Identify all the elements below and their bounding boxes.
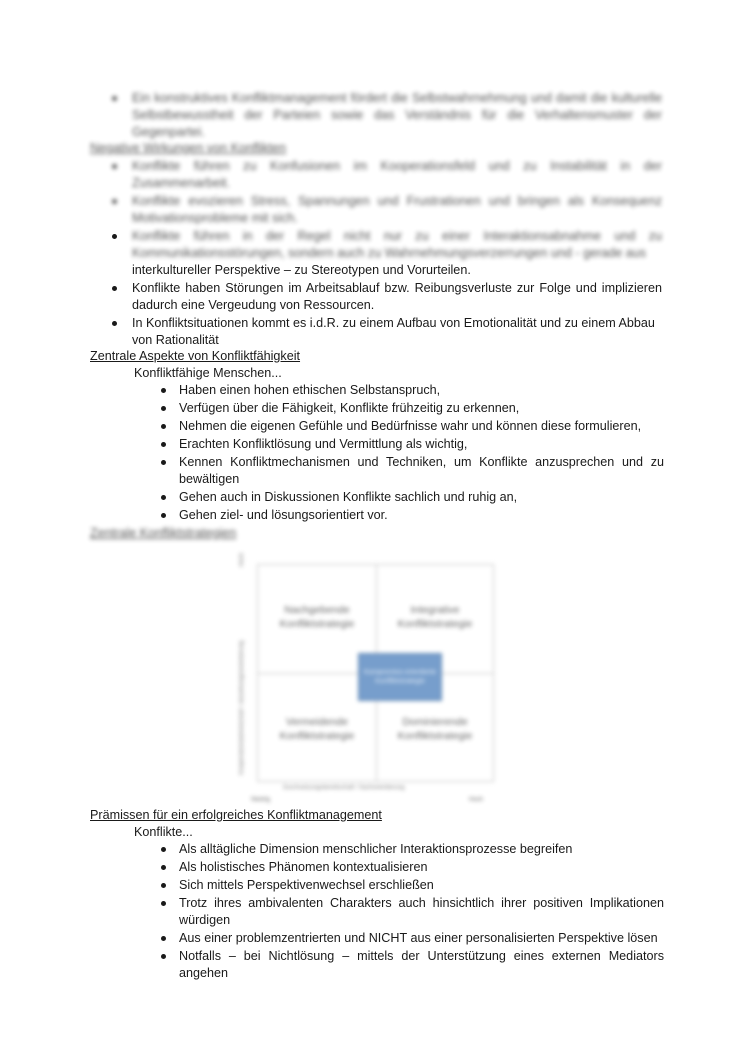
list-item: Ein konstruktives Konfliktmanagement fördert die Selbstwahrnehmung und damit die kulturelle Selbstbewusstheit der Parteien sowie das Verständnis für die Verhaltensmuster der Gegenpartei. (90, 90, 662, 141)
x-axis-high-label: Hoch (469, 797, 484, 803)
section-intro: Konfliktfähige Menschen... (134, 366, 282, 380)
top-bullet-list (90, 90, 662, 142)
y-axis-high-label: Hoch (239, 552, 245, 567)
section-heading-strategien: Zentrale Konfliktstrategien (90, 526, 237, 540)
section-intro: Konflikte... (134, 825, 193, 839)
list-item: Notfalls – bei Nichtlösung – mittels der Unterstützung eines externen Mediators angehen (134, 948, 664, 982)
list-item: Erachten Konfliktlösung und Vermittlung als wichtig, (134, 436, 664, 453)
quadrant-bottom-right: Dominierende Konfliktstrategie (397, 716, 473, 742)
matrix-grid (257, 564, 494, 782)
list-item-continuation: interkultureller Perspektive – zu Stereotypen und Vorurteilen. (132, 263, 471, 277)
quadrant-top-left: Nachgebende Konfliktstrategie (279, 604, 355, 630)
matrix-center-box: Kompromiss-orientierte Konfliktstrategie (358, 653, 442, 701)
list-item: Aus einer problemzentrierten und NICHT aus einer personalisierten Perspektive lösen (134, 930, 664, 947)
list-item: Kennen Konfliktmechanismen und Techniken, um Konflikte anzusprechen und zu bewältigen (134, 454, 664, 488)
list-item: Gehen ziel- und lösungsorientiert vor. (134, 507, 664, 524)
list-item-blurred-part: Konflikte führen in der Regel nicht nur zu einer Interaktionsabnahme und zu Kommunikationsstörungen, sondern auch zu Wahrnehmungsverzerrungen und - gerade aus (132, 229, 662, 260)
x-axis-low-label: Niedrig (251, 797, 271, 803)
list-item: Als holistisches Phänomen kontextualisieren (134, 859, 664, 876)
strategy-matrix (233, 552, 508, 812)
quadrant-top-right: Integrative Konfliktstrategie (397, 604, 473, 630)
list-item: Nehmen die eigenen Gefühle und Bedürfnisse wahr und können diese formulieren, (134, 418, 664, 435)
list-item: Haben einen hohen ethischen Selbstanspruch, (134, 382, 664, 399)
list-item (90, 228, 662, 279)
section-heading-faehigkeit: Zentrale Aspekte von Konfliktfähigkeit (90, 349, 301, 363)
quadrant-bottom-left: Vermeidende Konfliktstrategie (279, 716, 355, 742)
list-item: Konflikte führen zu Konfusionen im Kooperationsfeld und zu Instabilität in der Zusammenarbeit. (90, 158, 662, 192)
list-item: Gehen auch in Diskussionen Konflikte sachlich und ruhig an, (134, 489, 664, 506)
list-item: Als alltägliche Dimension menschlicher Interaktionsprozesse begreifen (134, 841, 664, 858)
list-item: Trotz ihres ambivalenten Charakters auch hinsichtlich ihrer positiven Implikationen würdigen (134, 895, 664, 929)
list-item: In Konfliktsituationen kommt es i.d.R. zu einem Aufbau von Emotionalität und zu einem Abbau von Rationalität (90, 315, 662, 349)
section-heading-negative: Negative Wirkungen von Konflikten (90, 141, 287, 155)
list-item: Konflikte haben Störungen im Arbeitsablauf bzw. Reibungsverluste zur Folge und implizieren dadurch eine Vergeudung von Ressourcen. (90, 280, 662, 314)
x-axis-label: Durchsetzungsbereitschaft / Sachorientierung (283, 785, 405, 791)
faehigkeit-list (134, 382, 664, 525)
list-item: Verfügen über die Fähigkeit, Konflikte frühzeitig zu erkennen, (134, 400, 664, 417)
praemissen-list (134, 841, 664, 983)
section-heading-praemissen: Prämissen für ein erfolgreiches Konfliktmanagement (90, 808, 382, 822)
list-item: Konflikte evozieren Stress, Spannungen und Frustrationen und bringen als Konsequenz Motivationsprobleme mit sich. (90, 193, 662, 227)
negative-effects-list (90, 158, 662, 350)
y-axis-label: Kooperationsbereitschaft / Beziehungsorientierung (239, 640, 245, 775)
list-item: Sich mittels Perspektivenwechsel erschließen (134, 877, 664, 894)
